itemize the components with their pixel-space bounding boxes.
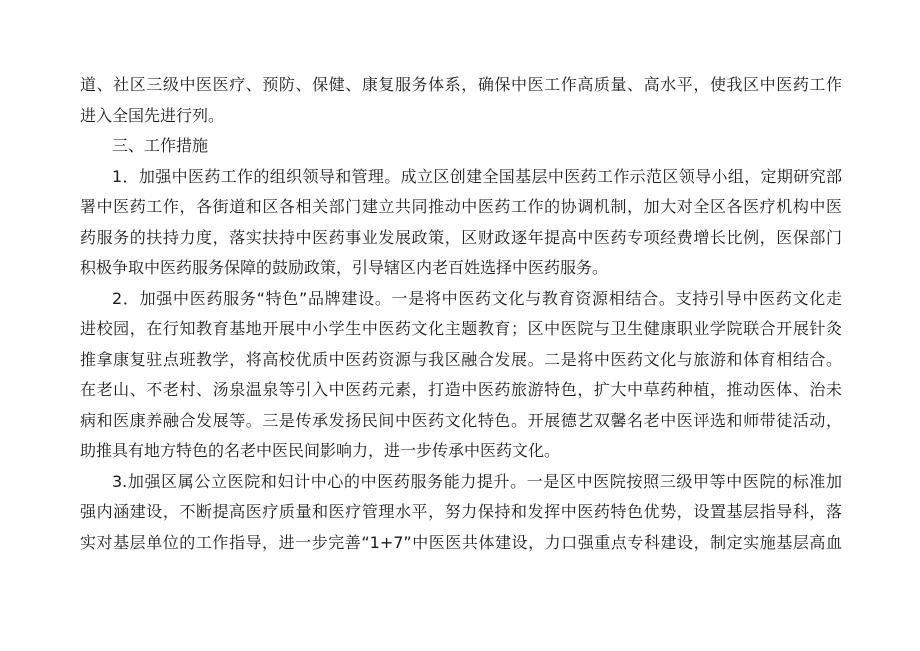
text-line: 2．加强中医药服务“特色”品牌建设。一是将中医药文化与教育资源相结合。支持引导中医药文化走 bbox=[112, 288, 842, 308]
text-line: 助推具有地方特色的名老中医民间影响力，进一步传承中医药文化。 bbox=[80, 441, 561, 460]
body-text bbox=[80, 70, 842, 558]
section-heading: 三、工作措施 bbox=[112, 136, 209, 155]
text-line: 强内涵建设，不断提高医疗质量和医疗管理水平，努力保持和发挥中医药特色优势，设置基层指导科，落 bbox=[80, 502, 842, 521]
text-line: 署中医药工作，各街道和区各相关部门建立共同推动中医药工作的协调机制，加大对全区各医疗机构中医 bbox=[80, 197, 842, 216]
text-line: 道、社区三级中医医疗、预防、保健、康复服务体系，确保中医工作高质量、高水平，使我区中医药工作 bbox=[80, 75, 842, 94]
text-line: 药服务的扶持力度，落实扶持中医药事业发展政策，区财政逐年提高中医药专项经费增长比例，医保部门 bbox=[80, 227, 842, 247]
text-line: 病和医康养融合发展等。三是传承发扬民间中医药文化特色。开展德艺双馨名老中医评选和师带徒活动， bbox=[80, 410, 842, 430]
text-line: 进校园，在行知教育基地开展中小学生中医药文化主题教育；区中医院与卫生健康职业学院联合开展针灸 bbox=[80, 319, 842, 338]
text-line: 3.加强区属公立医院和妇计中心的中医药服务能力提升。一是区中医院按照三级甲等中医院的标准加 bbox=[112, 471, 842, 491]
text-line: 推拿康复驻点班教学，将高校优质中医药资源与我区融合发展。二是将中医药文化与旅游和体育相结合。 bbox=[80, 349, 842, 369]
text-line: 在老山、不老村、汤泉温泉等引入中医药元素，打造中医药旅游特色，扩大中草药种植，推动医体、治未 bbox=[80, 380, 842, 399]
text-line: 积极争取中医药服务保障的鼓励政策，引导辖区内老百姓选择中医药服务。 bbox=[80, 258, 609, 277]
text-line: 进入全国先进行列。 bbox=[80, 105, 225, 125]
text-line: 1．加强中医药工作的组织领导和管理。成立区创建全国基层中医药工作示范区领导小组，定期研究部 bbox=[112, 166, 842, 186]
text-line: 实对基层单位的工作指导，进一步完善“1+7”中医医共体建设，力口强重点专科建设，制定实施基层高血 bbox=[80, 532, 842, 552]
